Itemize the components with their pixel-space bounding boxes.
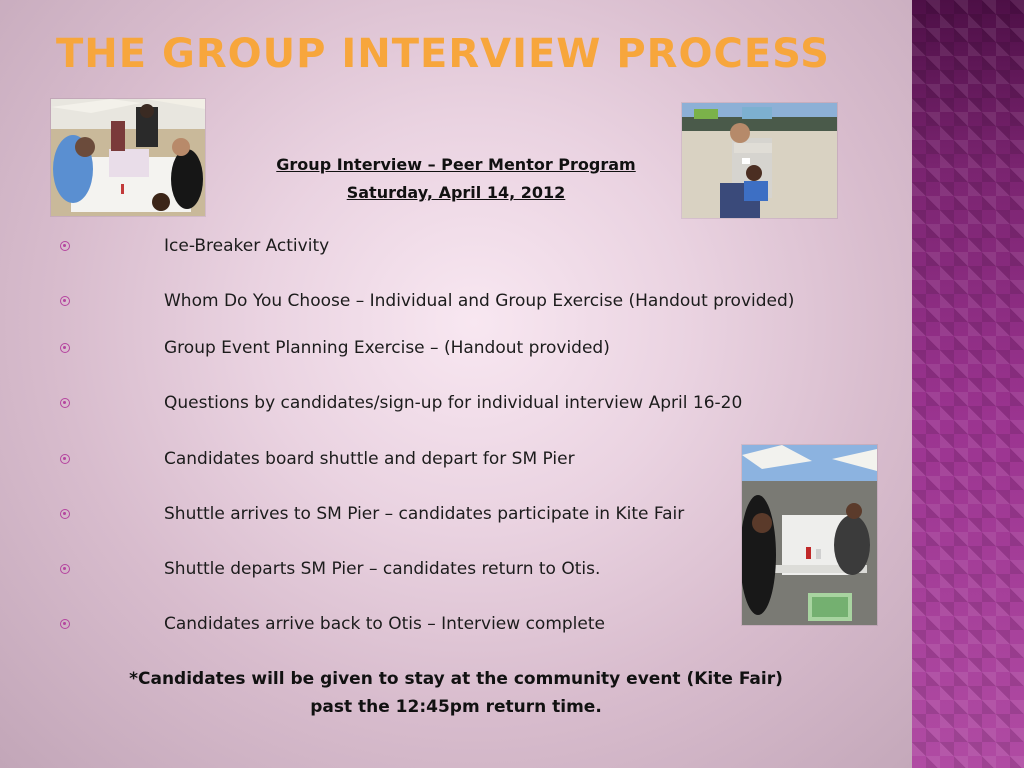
circle-dot-icon	[60, 564, 70, 574]
list-item-text: Candidates arrive back to Otis – Interview complete	[164, 614, 605, 634]
list-item	[60, 237, 840, 259]
footnote-line2: past the 12:45pm return time.	[310, 697, 602, 717]
list-item-text: Shuttle arrives to SM Pier – candidates participate in Kite Fair	[164, 504, 685, 524]
list-item	[60, 505, 840, 527]
circle-dot-icon	[60, 343, 70, 353]
list-item-text: Group Event Planning Exercise – (Handout provided)	[164, 338, 610, 358]
list-item	[60, 394, 840, 416]
list-item-text: Questions by candidates/sign-up for individual interview April 16-20	[164, 393, 743, 413]
circle-dot-icon	[60, 398, 70, 408]
program-heading: Group Interview – Peer Mentor Program	[276, 155, 636, 174]
photo-kite-fair	[742, 445, 877, 625]
footnote-line1: *Candidates will be given to stay at the community event (Kite Fair)	[129, 669, 783, 689]
list-item	[60, 560, 840, 582]
circle-dot-icon	[60, 241, 70, 251]
list-item-text: Shuttle departs SM Pier – candidates return to Otis.	[164, 559, 601, 579]
circle-dot-icon	[60, 454, 70, 464]
circle-dot-icon	[60, 296, 70, 306]
list-item-text: Whom Do You Choose – Individual and Group Exercise (Handout provided)	[164, 291, 795, 311]
list-item	[60, 615, 840, 637]
list-item-text: Ice-Breaker Activity	[164, 236, 330, 256]
list-item	[60, 339, 840, 361]
circle-dot-icon	[60, 509, 70, 519]
list-item-text: Candidates board shuttle and depart for SM Pier	[164, 449, 575, 469]
slide-title: THE GROUP INTERVIEW PROCESS	[56, 31, 830, 77]
list-item	[60, 450, 840, 472]
decorative-side-band	[912, 0, 1024, 768]
circle-dot-icon	[60, 619, 70, 629]
list-item	[60, 292, 840, 314]
program-date: Saturday, April 14, 2012	[346, 183, 566, 202]
